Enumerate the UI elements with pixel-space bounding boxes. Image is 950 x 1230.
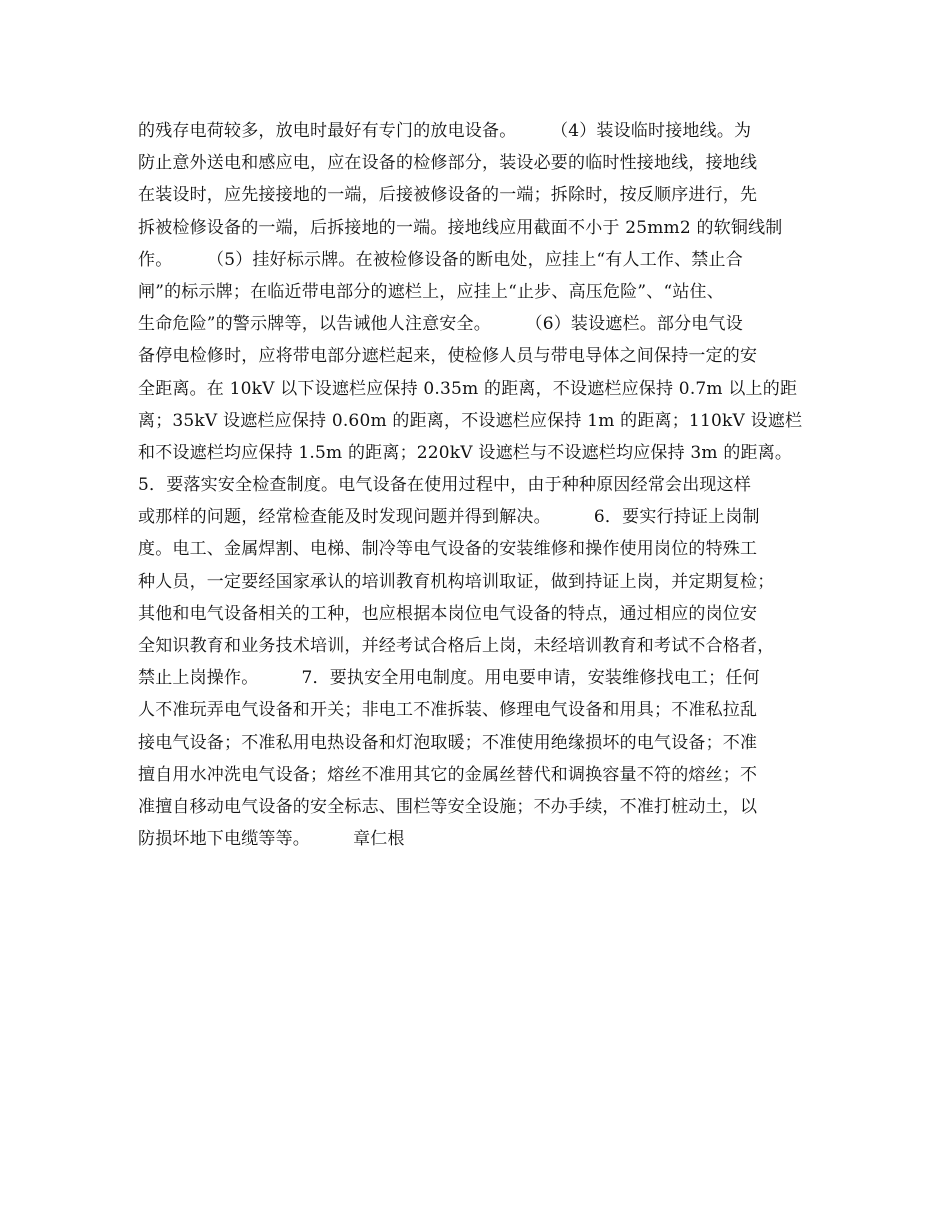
text-line: 作。 （5）挂好标示牌。在被检修设备的断电处，应挂上“有人工作、禁止合 [138, 249, 743, 270]
text-line: 闸”的标示牌；在临近带电部分的遮栏上，应挂上“止步、高压危险”、“站住、 [138, 281, 724, 302]
text-line: 或那样的问题，经常检查能及时发现问题并得到解决。 6．要实行持证上岗制 [138, 507, 760, 528]
text-line: 度。电工、金属焊割、电梯、制冷等电气设备的安装维修和操作使用岗位的特殊工 [138, 539, 758, 560]
text-line: 全知识教育和业务技术培训，并经考试合格后上岗，未经培训教育和考试不合格者， [138, 636, 775, 656]
text-line: 的残存电荷较多，放电时最好有专门的放电设备。 （4）装设临时接地线。为 [138, 121, 752, 141]
text-line: 接电气设备；不准私用电热设备和灯泡取暖；不准使用绝缘损坏的电气设备；不准 [138, 732, 758, 753]
text-line: 拆被检修设备的一端，后拆接地的一端。接地线应用截面不小于 25mm2 的软铜线制 [138, 217, 783, 238]
text-line: 备停电检修时，应将带电部分遮栏起来，使检修人员与带电导体之间保持一定的安 [138, 346, 758, 367]
text-line: 全距离。在 10kV 以下设遮栏应保持 0.35m 的距离，不设遮栏应保持 0.7m 以上的距 [138, 378, 798, 399]
text-line: 5．要落实安全检查制度。电气设备在使用过程中，由于种种原因经常会出现这样 [138, 475, 752, 496]
text-line: 禁止上岗操作。 7．要执安全用电制度。用电要申请，安装维修找电工；任何 [138, 668, 760, 689]
text-line: 其他和电气设备相关的工种，也应根据本岗位电气设备的特点，通过相应的岗位安 [138, 603, 758, 624]
body-text [138, 115, 838, 855]
text-line: 擅自用水冲洗电气设备；熔丝不准用其它的金属丝替代和调换容量不符的熔丝；不 [138, 764, 758, 785]
text-line: 和不设遮栏均应保持 1.5m 的距离；220kV 设遮栏与不设遮栏均应保持 3m 的距离。 [138, 442, 793, 463]
text-line: 在装设时，应先接接地的一端，后接被修设备的一端；拆除时，按反顺序进行，先 [138, 185, 758, 206]
text-line: 准擅自移动电气设备的安全标志、围栏等安全设施；不办手续，不准打桩动土，以 [138, 796, 758, 817]
text-line: 种人员，一定要经国家承认的培训教育机构培训取证，做到持证上岗，并定期复检； [138, 571, 775, 592]
text-line: 防止意外送电和感应电，应在设备的检修部分，装设必要的临时性接地线，接地线 [138, 153, 758, 174]
text-line: 离；35kV 设遮栏应保持 0.60m 的距离，不设遮栏应保持 1m 的距离；110kV 设遮栏 [138, 410, 803, 431]
text-line: 防损坏地下电缆等等。 章仁根 [138, 829, 405, 850]
text-line: 人不准玩弄电气设备和开关；非电工不准拆装、修理电气设备和用具；不准私拉乱 [138, 700, 758, 721]
text-line: 生命危险”的警示牌等，以告诫他人注意安全。 （6）装设遮栏。部分电气设 [138, 314, 743, 335]
